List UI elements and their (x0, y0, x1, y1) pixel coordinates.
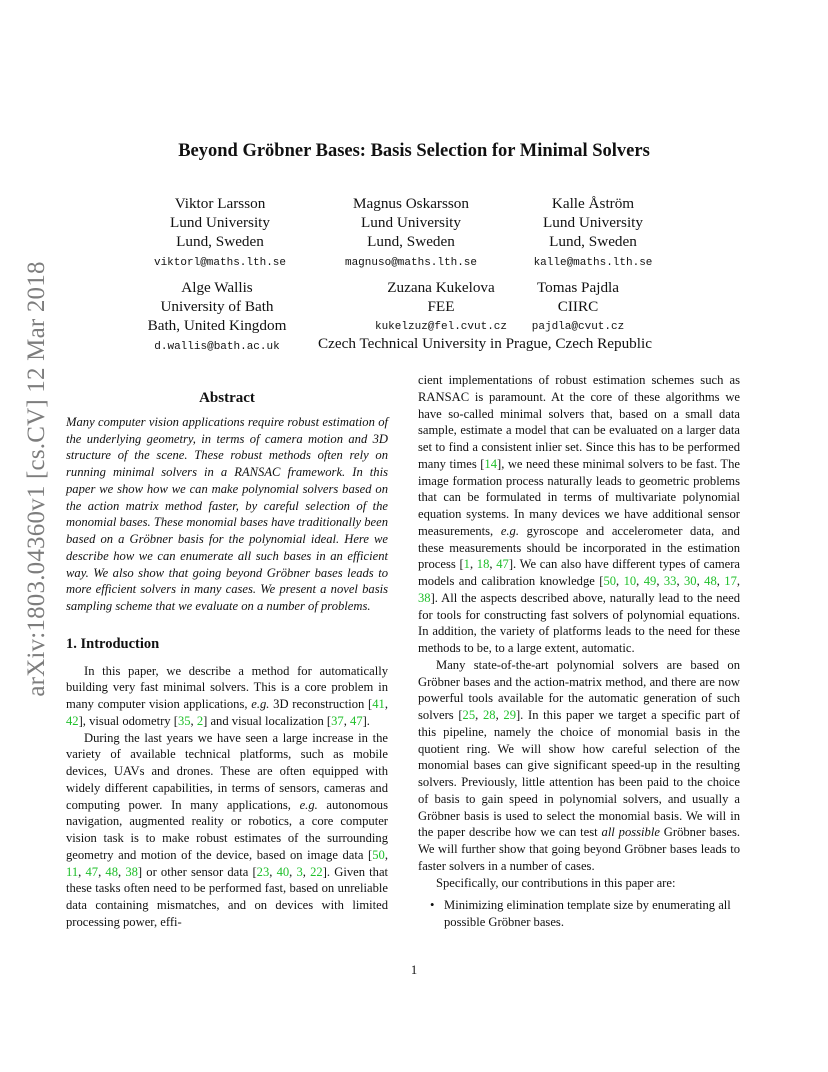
citation-link[interactable]: 2 (196, 713, 204, 728)
author-name: Tomas Pajdla (536, 279, 620, 296)
citation-link[interactable]: 10 (623, 574, 637, 588)
citation-link[interactable]: 49 (643, 574, 657, 588)
intro-paragraph-2: During the last years we have seen a large increase in the variety of available technical platforms, such as mobile devices, UAVs and drones. These are often equipped with widely different capabilities, in terms of sensors, cameras and computing power. In many applications, e.g. autonomous navigation, augmented reality or robotics, a core computer vision task is to make robust estimates of the surrounding geometry and motion of the device, based on image data [50, 11, 47, 48, 38] or other sensor data [23, 40, 3, 22]. Given that these tasks often need to be performed fast, based on unreliable data containing mismatches, and on devices with limited processing power, effi- (66, 730, 389, 929)
citation-link[interactable]: 42 (66, 713, 79, 728)
author-block-astrom (520, 194, 666, 270)
citation-link[interactable]: 47 (496, 557, 509, 572)
shared-affiliation: Czech Technical University in Prague, Czech Republic (318, 335, 652, 352)
citation-link[interactable]: 50 (372, 847, 385, 862)
citation-link[interactable]: 48 (105, 864, 118, 879)
list-item: • Minimizing elimination template size by enumerating all possible Gröbner bases. (430, 898, 731, 929)
intro-paragraph-2-continued: cient implementations of robust estimation schemes such as RANSAC is paramount. At the core of these algorithms we have so-called minimal solvers that, based on a small data sample, estimate a model that can be evaluated on a larger data set to find a consistent inlier set. Since this has to be performed many times [14], we need these minimal solvers to be fast. The image formation process naturally leads to geometric problems that can be formulated in terms of multivariate polynomial equation systems. In many devices we have additional sensor measurements, e.g. gyroscope and accelerometer data, and these measurements should be incorporated in the estimation process [1, 18, 47]. We can also have different types of camera models and calibration knowledge [50, 10, 49, 33, 30, 48, 17, 38]. All the aspects described above, naturally lead to the need for tools for constructing fast solvers of polynomial equations. In addition, the variety of platforms leads to the need for these methods to be, to a large extent, automatic. (418, 373, 741, 655)
citation-link[interactable]: 38 (125, 864, 138, 879)
contributions-list (418, 897, 740, 931)
author-location: Lund, Sweden (549, 233, 637, 251)
author-location: Lund, Sweden (176, 233, 264, 251)
citation-link[interactable]: 50 (603, 574, 617, 588)
author-email: viktorl@maths.lth.se (153, 256, 287, 269)
citation-link[interactable]: 35 (177, 713, 191, 728)
arxiv-sidebar (22, 261, 52, 697)
author-affiliation: FEE (427, 298, 455, 316)
author-block-wallis (112, 278, 322, 354)
citation-link[interactable]: 40 (276, 864, 290, 879)
author-location: Lund, Sweden (367, 233, 455, 251)
paper-title: Beyond Gröbner Bases: Basis Selection for Minimal Solvers (178, 141, 650, 161)
author-email: kukelzuz@fel.cvut.cz (374, 321, 508, 334)
citation-link[interactable]: 47 (85, 864, 99, 879)
citation-link[interactable]: 1 (463, 557, 470, 572)
author-affiliation: Lund University (361, 214, 461, 232)
author-email: pajdla@cvut.cz (531, 321, 625, 334)
author-affiliation: University of Bath (160, 298, 274, 316)
citation-link[interactable]: 3 (296, 864, 303, 879)
citation-link[interactable]: 30 (684, 574, 697, 588)
author-name: Kalle Åström (551, 195, 635, 212)
left-column (66, 390, 388, 931)
author-name: Magnus Oskarsson (352, 195, 469, 212)
citation-link[interactable]: 48 (704, 574, 717, 588)
author-name: Alge Wallis (181, 279, 253, 296)
citation-link[interactable]: 47 (350, 713, 363, 728)
citation-link[interactable]: 29 (503, 708, 516, 722)
author-affiliation: Lund University (170, 214, 270, 232)
intro-paragraph-3: Many state-of-the-art polynomial solvers are based on Gröbner bases and the action-matrix method, and there are now powerful tools available for the automatic generation of such solvers [25, 28, 29]. In this paper we target a specific part of this pipeline, namely the choice of monomial basis in the quotient ring. We will show how careful selection of the monomial bases can give significant speed-up in the resulting solvers. Previously, little attention has been paid to the choice of basis to gain speed in polynomial solvers, and usually a Gröbner basis is used to select the monomial basis. We will in the paper describe how we can test all possible Gröbner bases. We will further show that going beyond Gröbner bases leads to faster solvers in a number of cases. (418, 657, 741, 873)
author-block-oskarsson (330, 194, 492, 270)
right-column (418, 372, 740, 931)
citation-link[interactable]: 22 (310, 864, 323, 879)
author-email: d.wallis@bath.ac.uk (154, 340, 280, 353)
citation-link[interactable]: 25 (462, 708, 476, 722)
author-affiliation: Lund University (543, 214, 643, 232)
author-email: kalle@maths.lth.se (533, 256, 653, 269)
author-email: magnuso@maths.lth.se (344, 256, 478, 269)
page-number: 1 (410, 963, 418, 977)
citation-link[interactable]: 28 (482, 708, 496, 722)
citation-link[interactable]: 14 (484, 456, 498, 471)
bullet-icon: • (430, 898, 435, 913)
author-location: Bath, United Kingdom (147, 317, 287, 335)
author-name: Viktor Larsson (174, 195, 266, 212)
citation-link[interactable]: 38 (418, 590, 431, 605)
author-block-larsson (122, 194, 318, 270)
citation-link[interactable]: 23 (256, 864, 270, 879)
citation-link[interactable]: 18 (476, 557, 490, 572)
abstract-text: Many computer vision applications require robust estimation of the underlying geometry, in terms of camera motion and 3D structure of the scene. These robust methods often rely on running minimal solvers in a RANSAC framework. In this paper we show how we can make polynomial solvers based on the action matrix method faster, by careful selection of the monomial bases. These monomial bases have traditionally been based on a Gröbner basis for the polynomial ideal. Here we describe how we can enumerate all such bases in an efficient way. We also show that going beyond Gröbner bases leads to more efficient solvers in many cases. We present a novel basis sampling scheme that we evaluate on a number of problems. (66, 414, 388, 613)
citation-link[interactable]: 17 (724, 574, 737, 588)
citation-link[interactable]: 37 (331, 713, 344, 728)
citation-link[interactable]: 33 (663, 574, 677, 588)
author-block-kukelova (360, 278, 522, 334)
author-affiliation: CIIRC (557, 298, 599, 316)
contributions-intro: Specifically, our contributions in this paper are: (436, 875, 676, 890)
author-name: Zuzana Kukelova (387, 279, 495, 296)
citation-link[interactable]: 11 (66, 864, 79, 879)
author-block-pajdla (516, 278, 640, 334)
introduction-heading: 1. Introduction (66, 635, 160, 652)
intro-paragraph-1: In this paper, we describe a method for automatically building very fast minimal solvers. This is a core problem in many computer vision applications, e.g. 3D reconstruction [41, 42], visual odometry [35, 2] and visual localization [37, 47]. (66, 663, 388, 728)
citation-link[interactable]: 41 (372, 697, 385, 711)
arxiv-identifier: arXiv:1803.04360v1 [cs.CV] 12 Mar 2018 (23, 261, 50, 697)
abstract-heading: Abstract (199, 390, 255, 406)
